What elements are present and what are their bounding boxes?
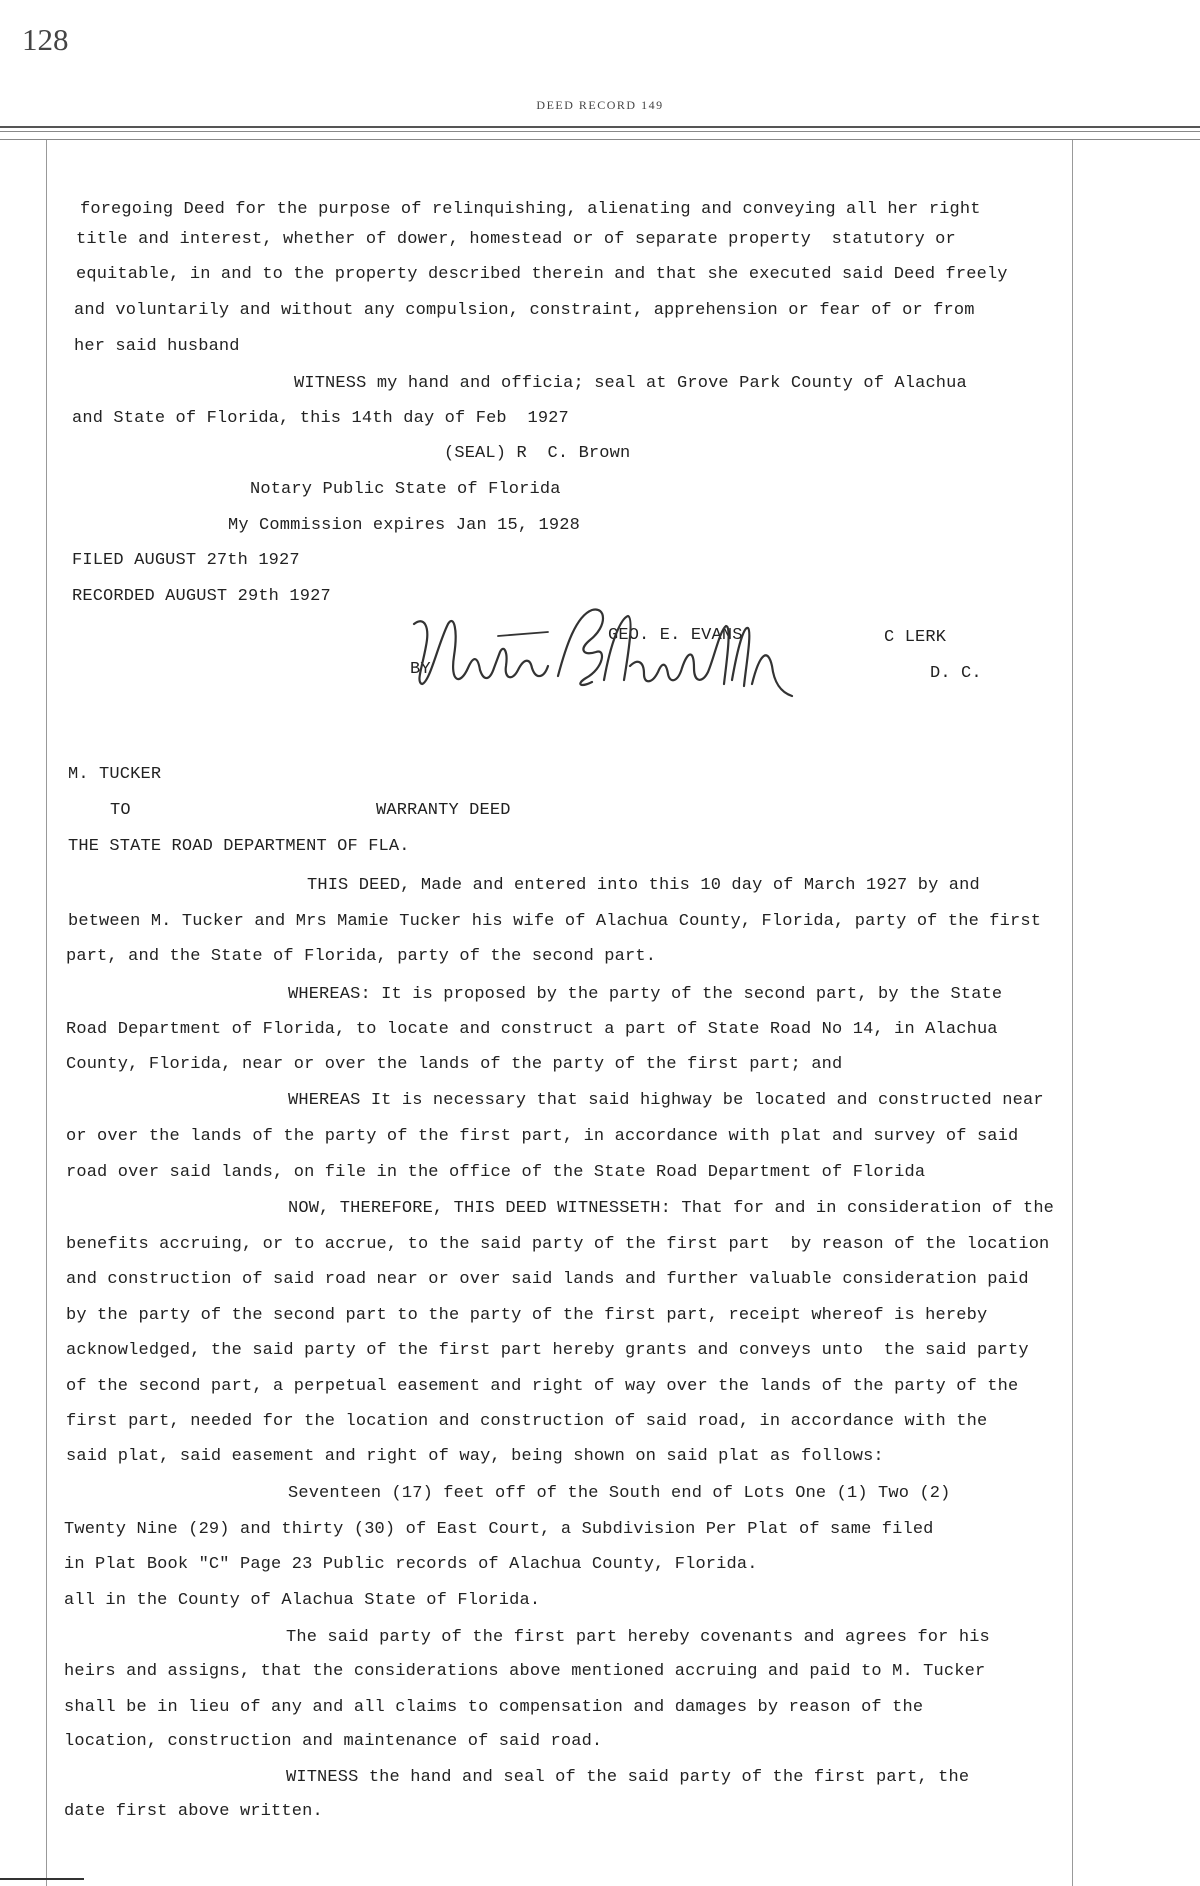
header-rule-thin bbox=[0, 131, 1200, 132]
deed-line-22: The said party of the first part hereby covenants and agrees for his bbox=[286, 1628, 990, 1647]
by-label: BY bbox=[410, 660, 431, 679]
page-number: 128 bbox=[22, 22, 69, 57]
deed-type: WARRANTY DEED bbox=[376, 801, 511, 820]
recorded-date: RECORDED AUGUST 29th 1927 bbox=[72, 587, 331, 606]
deed-line-24: shall be in lieu of any and all claims to compensation and damages by reason of the bbox=[64, 1698, 924, 1717]
deed-line-5: Road Department of Florida, to locate and construct a part of State Road No 14, in Alachua bbox=[66, 1020, 998, 1039]
deputy-clerk-signature bbox=[408, 596, 800, 706]
deed-line-14: acknowledged, the said party of the first part hereby grants and conveys unto the said party bbox=[66, 1341, 1029, 1360]
deed-line-15: of the second part, a perpetual easement and right of way over the lands of the party of the bbox=[66, 1377, 1019, 1396]
deed-line-17: said plat, said easement and right of way, being shown on said plat as follows: bbox=[66, 1447, 884, 1466]
deed-line-11: benefits accruing, or to accrue, to the said party of the first part by reason of the location bbox=[66, 1235, 1050, 1254]
page-edge-mark bbox=[0, 1878, 84, 1880]
deed-line-6: County, Florida, near or over the lands of the party of the first part; and bbox=[66, 1055, 843, 1074]
deed-line-12: and construction of said road near or over said lands and further valuable consideration paid bbox=[66, 1270, 1029, 1289]
deed-line-27: date first above written. bbox=[64, 1802, 323, 1821]
deed-line-18: Seventeen (17) feet off of the South end of Lots One (1) Two (2) bbox=[288, 1484, 951, 1503]
clerk-name: GEO. E. EVANS bbox=[608, 626, 743, 645]
ack-line-1: foregoing Deed for the purpose of relinquishing, alienating and conveying all her right bbox=[80, 200, 981, 219]
witness-line-2: and State of Florida, this 14th day of Feb 1927 bbox=[72, 409, 569, 428]
commission-expiry: My Commission expires Jan 15, 1928 bbox=[228, 516, 580, 535]
deed-line-20: in Plat Book "C" Page 23 Public records of Alachua County, Florida. bbox=[64, 1555, 758, 1574]
filed-date: FILED AUGUST 27th 1927 bbox=[72, 551, 300, 570]
deed-line-3: part, and the State of Florida, party of the second part. bbox=[66, 947, 657, 966]
deed-line-7: WHEREAS It is necessary that said highway be located and constructed near bbox=[288, 1091, 1044, 1110]
deed-line-10: NOW, THEREFORE, THIS DEED WITNESSETH: That for and in consideration of the bbox=[288, 1199, 1055, 1218]
deed-line-9: road over said lands, on file in the office of the State Road Department of Florida bbox=[66, 1163, 926, 1182]
deed-line-2: between M. Tucker and Mrs Mamie Tucker his wife of Alachua County, Florida, party of the first bbox=[68, 912, 1042, 931]
deed-line-21: all in the County of Alachua State of Florida. bbox=[64, 1591, 541, 1610]
seal-signature: (SEAL) R C. Brown bbox=[444, 444, 631, 463]
grantor-name: M. TUCKER bbox=[68, 765, 162, 784]
to-label: TO bbox=[110, 801, 131, 820]
right-margin-line bbox=[1072, 140, 1073, 1886]
clerk-title: C LERK bbox=[884, 628, 947, 647]
ack-line-4: and voluntarily and without any compulsion, constraint, apprehension or fear of or from bbox=[74, 301, 975, 320]
deed-line-8: or over the lands of the party of the first part, in accordance with plat and survey of said bbox=[66, 1127, 1019, 1146]
ack-line-3: equitable, in and to the property described therein and that she executed said Deed freely bbox=[76, 265, 1008, 284]
witness-line-1: WITNESS my hand and officia; seal at Grove Park County of Alachua bbox=[294, 374, 967, 393]
notary-title: Notary Public State of Florida bbox=[250, 480, 561, 499]
deed-line-16: first part, needed for the location and construction of said road, in accordance with the bbox=[66, 1412, 988, 1431]
deed-line-1: THIS DEED, Made and entered into this 10 day of March 1927 by and bbox=[307, 876, 980, 895]
ack-line-5: her said husband bbox=[74, 337, 240, 356]
deed-line-13: by the party of the second part to the party of the first part, receipt whereof is hereby bbox=[66, 1306, 988, 1325]
grantee-name: THE STATE ROAD DEPARTMENT OF FLA. bbox=[68, 837, 410, 856]
left-margin-line bbox=[46, 140, 47, 1886]
deed-line-4: WHEREAS: It is proposed by the party of the second part, by the State bbox=[288, 985, 1003, 1004]
deed-line-25: location, construction and maintenance of said road. bbox=[64, 1732, 603, 1751]
deed-line-23: heirs and assigns, that the considerations above mentioned accruing and paid to M. Tucker bbox=[64, 1662, 986, 1681]
running-head: DEED RECORD 149 bbox=[536, 98, 664, 112]
deputy-title: D. C. bbox=[930, 664, 982, 683]
deed-line-19: Twenty Nine (29) and thirty (30) of East Court, a Subdivision Per Plat of same filed bbox=[64, 1520, 934, 1539]
ack-line-2: title and interest, whether of dower, homestead or of separate property statutory or bbox=[76, 230, 956, 249]
deed-line-26: WITNESS the hand and seal of the said party of the first part, the bbox=[286, 1768, 970, 1787]
header-rule bbox=[0, 126, 1200, 128]
header-rule-bottom bbox=[0, 139, 1200, 140]
